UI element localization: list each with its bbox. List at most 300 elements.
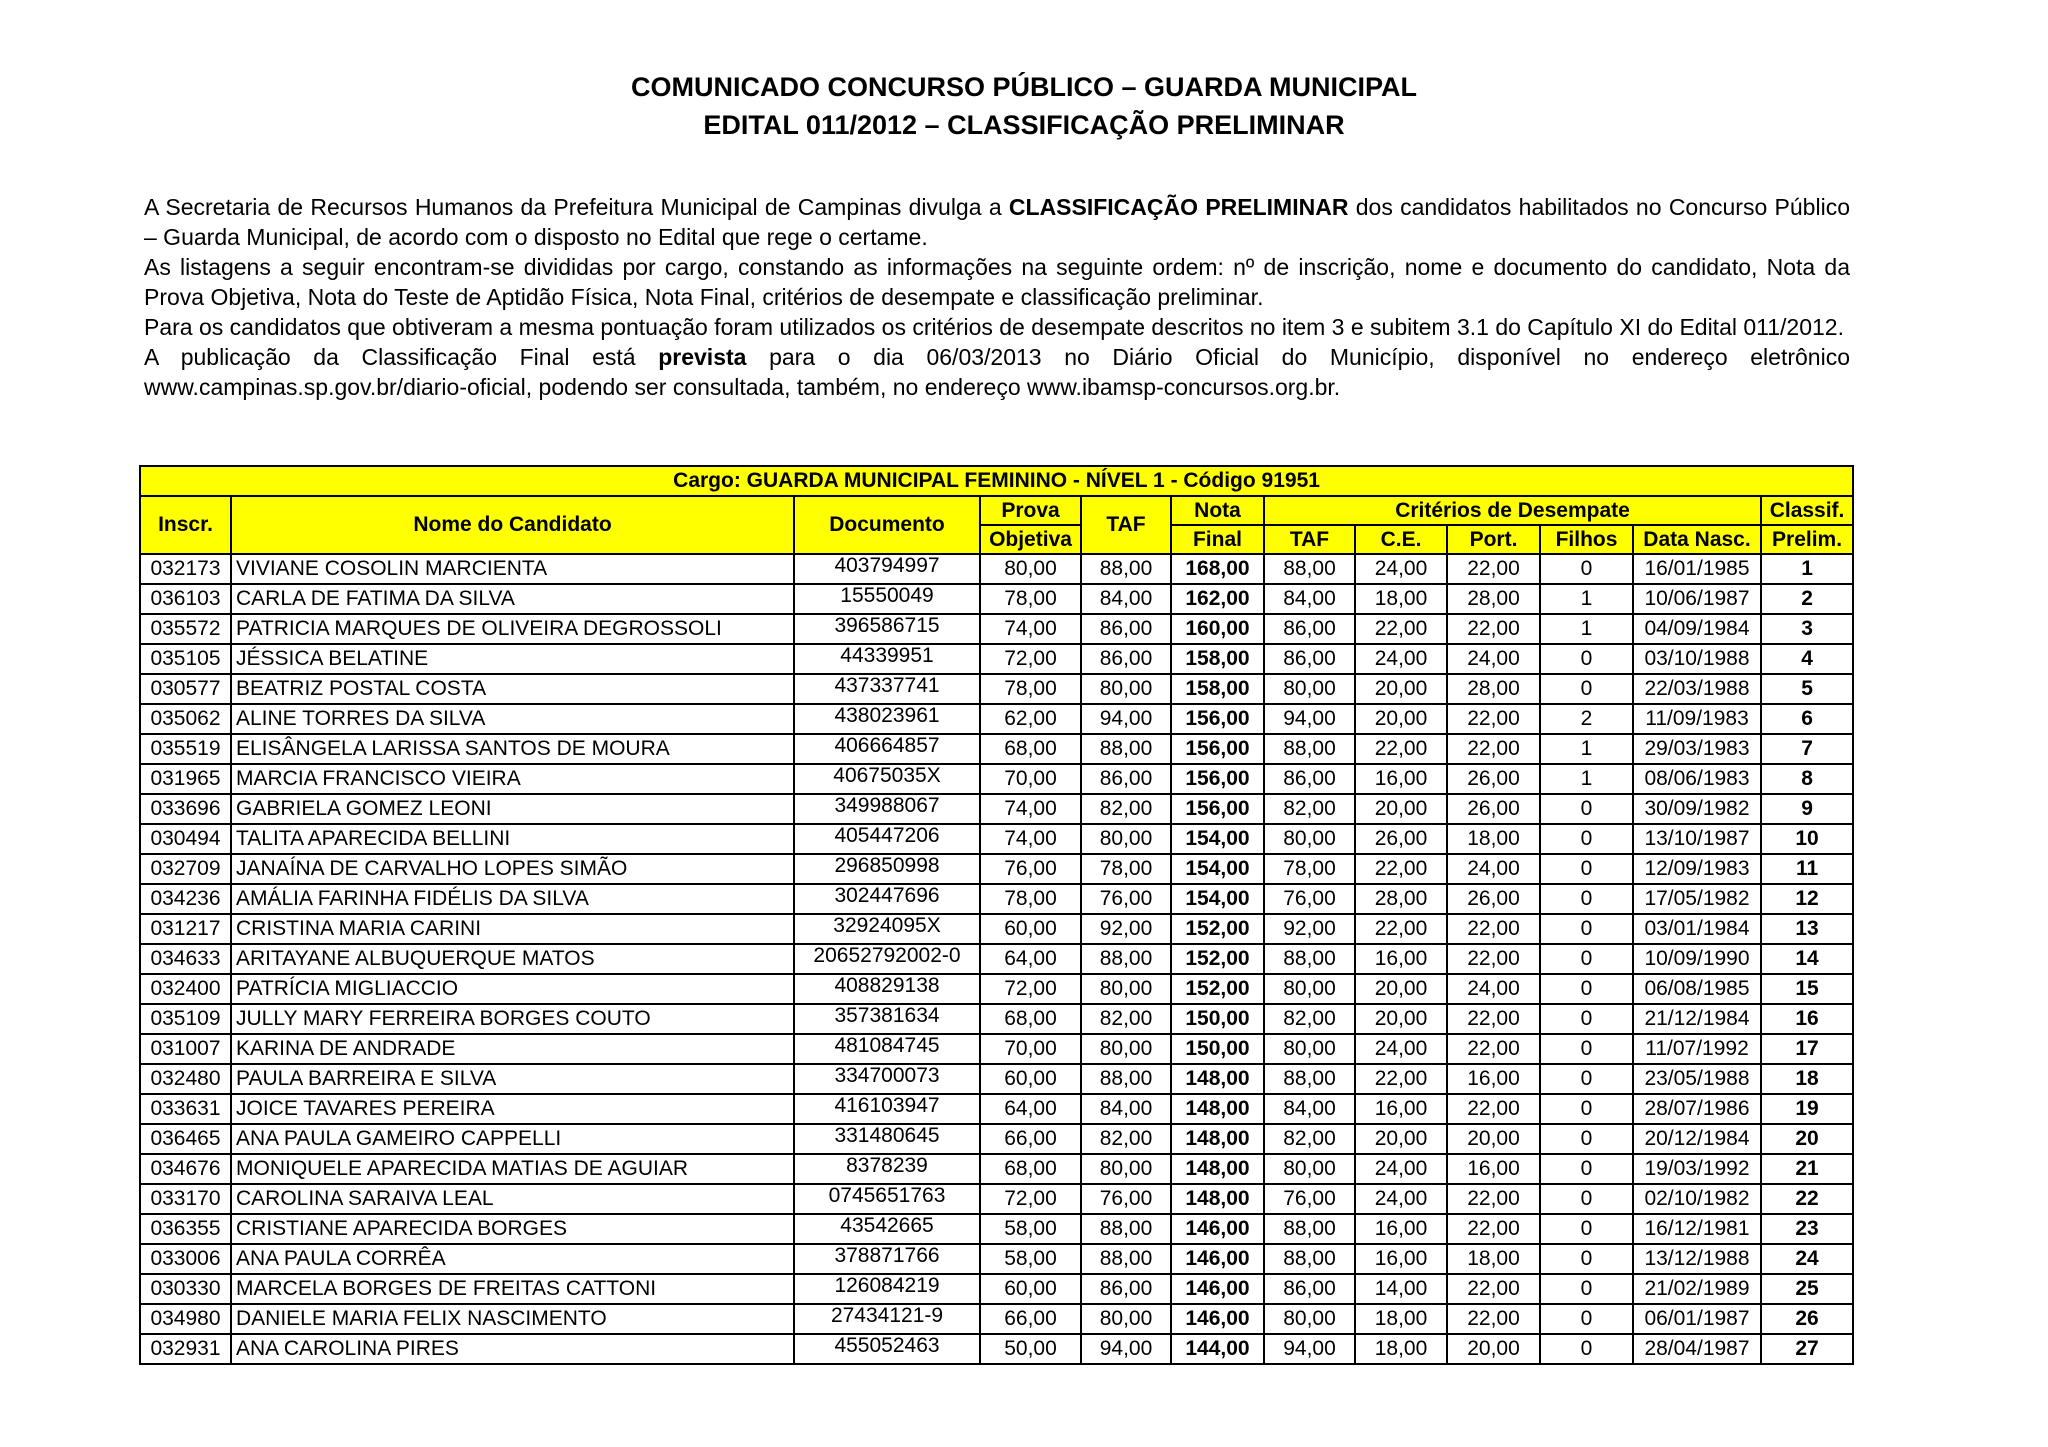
cell-classif: 22: [1761, 1184, 1853, 1214]
cell-taf: 92,00: [1081, 914, 1171, 944]
cell-classif: 7: [1761, 734, 1853, 764]
cell-prova-objetiva: 76,00: [980, 854, 1081, 884]
cell-inscr: 035105: [140, 644, 231, 674]
cell-documento: 406664857: [794, 734, 980, 764]
cell-nota-final: 146,00: [1171, 1214, 1264, 1244]
cell-crit-ce: 22,00: [1355, 614, 1447, 644]
cell-nota-final: 146,00: [1171, 1244, 1264, 1274]
cell-crit-taf: 82,00: [1264, 794, 1355, 824]
cell-inscr: 030330: [140, 1274, 231, 1304]
col-header-crit-filhos: Filhos: [1540, 525, 1633, 554]
cell-classif: 24: [1761, 1244, 1853, 1274]
table-row: [140, 824, 1853, 854]
cell-crit-port: 28,00: [1447, 584, 1540, 614]
intro-paragraph-3: Para os candidatos que obtiveram a mesma pontuação foram utilizados os critérios de desempate descritos no item 3 e subitem 3.1 do Capítulo XI do Edital 011/2012.: [144, 314, 1844, 340]
cell-crit-taf: 82,00: [1264, 1124, 1355, 1154]
cell-taf: 80,00: [1081, 824, 1171, 854]
cell-crit-filhos: 2: [1540, 704, 1633, 734]
cell-prova-objetiva: 60,00: [980, 1064, 1081, 1094]
cell-inscr: 036103: [140, 584, 231, 614]
cell-nota-final: 146,00: [1171, 1304, 1264, 1334]
cell-crit-data-nasc: 21/02/1989: [1633, 1274, 1761, 1304]
intro-p4-bold: prevista: [658, 344, 747, 370]
cell-nome: PATRICIA MARQUES DE OLIVEIRA DEGROSSOLI: [231, 614, 794, 644]
cell-nota-final: 156,00: [1171, 734, 1264, 764]
col-header-taf: TAF: [1081, 496, 1171, 554]
cell-crit-filhos: 1: [1540, 614, 1633, 644]
cell-taf: 76,00: [1081, 884, 1171, 914]
cell-nota-final: 148,00: [1171, 1094, 1264, 1124]
cell-documento: 296850998: [794, 854, 980, 884]
table-row: [140, 1334, 1853, 1364]
cell-classif: 5: [1761, 674, 1853, 704]
cell-crit-filhos: 0: [1540, 1124, 1633, 1154]
cell-nome: MARCIA FRANCISCO VIEIRA: [231, 764, 794, 794]
cell-documento: 334700073: [794, 1064, 980, 1094]
cell-nome: PAULA BARREIRA E SILVA: [231, 1064, 794, 1094]
cell-inscr: 034676: [140, 1154, 231, 1184]
cell-nome: JULLY MARY FERREIRA BORGES COUTO: [231, 1004, 794, 1034]
cell-prova-objetiva: 66,00: [980, 1124, 1081, 1154]
cell-crit-taf: 82,00: [1264, 1004, 1355, 1034]
cell-nome: PATRÍCIA MIGLIACCIO: [231, 974, 794, 1004]
cell-crit-data-nasc: 03/10/1988: [1633, 644, 1761, 674]
cell-prova-objetiva: 74,00: [980, 794, 1081, 824]
cell-crit-filhos: 0: [1540, 1064, 1633, 1094]
cell-crit-data-nasc: 04/09/1984: [1633, 614, 1761, 644]
cell-taf: 82,00: [1081, 1124, 1171, 1154]
table-row: [140, 794, 1853, 824]
col-header-classif-1: Classif.: [1761, 496, 1853, 525]
cell-crit-ce: 18,00: [1355, 584, 1447, 614]
cell-documento: 396586715: [794, 614, 980, 644]
cell-documento: 44339951: [794, 644, 980, 674]
col-header-crit-ce: C.E.: [1355, 525, 1447, 554]
cell-prova-objetiva: 64,00: [980, 944, 1081, 974]
cell-crit-ce: 22,00: [1355, 1064, 1447, 1094]
cell-crit-data-nasc: 13/10/1987: [1633, 824, 1761, 854]
cell-crit-port: 22,00: [1447, 944, 1540, 974]
col-header-prova-1: Prova: [980, 496, 1081, 525]
cell-crit-filhos: 0: [1540, 1274, 1633, 1304]
cell-prova-objetiva: 50,00: [980, 1334, 1081, 1364]
cell-taf: 88,00: [1081, 1214, 1171, 1244]
cell-classif: 11: [1761, 854, 1853, 884]
cell-crit-ce: 16,00: [1355, 764, 1447, 794]
cell-nota-final: 154,00: [1171, 854, 1264, 884]
col-header-documento: Documento: [794, 496, 980, 554]
cell-nota-final: 168,00: [1171, 554, 1264, 584]
cell-nome: ANA PAULA GAMEIRO CAPPELLI: [231, 1124, 794, 1154]
cell-taf: 82,00: [1081, 1004, 1171, 1034]
cell-nota-final: 154,00: [1171, 824, 1264, 854]
cell-documento: 481084745: [794, 1034, 980, 1064]
cell-crit-taf: 86,00: [1264, 764, 1355, 794]
cell-crit-ce: 20,00: [1355, 974, 1447, 1004]
cell-nota-final: 152,00: [1171, 944, 1264, 974]
cell-inscr: 030494: [140, 824, 231, 854]
cell-documento: 455052463: [794, 1334, 980, 1364]
cell-crit-taf: 84,00: [1264, 1094, 1355, 1124]
table-row: [140, 614, 1853, 644]
cell-crit-port: 18,00: [1447, 1244, 1540, 1274]
cell-crit-port: 26,00: [1447, 884, 1540, 914]
cell-classif: 21: [1761, 1154, 1853, 1184]
cell-prova-objetiva: 78,00: [980, 584, 1081, 614]
cell-crit-ce: 16,00: [1355, 1244, 1447, 1274]
cell-crit-filhos: 0: [1540, 1094, 1633, 1124]
cell-crit-data-nasc: 23/05/1988: [1633, 1064, 1761, 1094]
cell-crit-data-nasc: 06/08/1985: [1633, 974, 1761, 1004]
cell-nome: CAROLINA SARAIVA LEAL: [231, 1184, 794, 1214]
cell-crit-data-nasc: 08/06/1983: [1633, 764, 1761, 794]
cell-crit-port: 22,00: [1447, 734, 1540, 764]
table-row: [140, 854, 1853, 884]
cell-documento: 403794997: [794, 554, 980, 584]
cell-taf: 80,00: [1081, 674, 1171, 704]
cell-crit-data-nasc: 28/04/1987: [1633, 1334, 1761, 1364]
intro-paragraph-2: As listagens a seguir encontram-se divididas por cargo, constando as informações na seguinte ordem: nº de inscrição, nome e documento do candidato, Nota da Prova Objetiva, Nota do Teste de Aptidão Física, Nota Final, critérios de desempate e classificação preliminar.: [144, 254, 1850, 310]
cell-prova-objetiva: 78,00: [980, 674, 1081, 704]
table-row: [140, 974, 1853, 1004]
cell-inscr: 032480: [140, 1064, 231, 1094]
cell-crit-ce: 22,00: [1355, 734, 1447, 764]
cell-nota-final: 152,00: [1171, 974, 1264, 1004]
cell-documento: 331480645: [794, 1124, 980, 1154]
cell-nota-final: 148,00: [1171, 1064, 1264, 1094]
cell-crit-taf: 80,00: [1264, 1154, 1355, 1184]
cell-taf: 84,00: [1081, 1094, 1171, 1124]
cell-classif: 26: [1761, 1304, 1853, 1334]
cell-classif: 4: [1761, 644, 1853, 674]
cell-prova-objetiva: 62,00: [980, 704, 1081, 734]
cell-documento: 0745651763: [794, 1184, 980, 1214]
cell-nome: ELISÂNGELA LARISSA SANTOS DE MOURA: [231, 734, 794, 764]
cell-inscr: 035109: [140, 1004, 231, 1034]
cell-crit-filhos: 1: [1540, 584, 1633, 614]
cell-crit-ce: 20,00: [1355, 674, 1447, 704]
cell-crit-data-nasc: 13/12/1988: [1633, 1244, 1761, 1274]
table-row: [140, 1244, 1853, 1274]
cell-taf: 78,00: [1081, 854, 1171, 884]
cell-nome: JANAÍNA DE CARVALHO LOPES SIMÃO: [231, 854, 794, 884]
cell-classif: 3: [1761, 614, 1853, 644]
cell-nome: ARITAYANE ALBUQUERQUE MATOS: [231, 944, 794, 974]
table-row: [140, 1274, 1853, 1304]
cell-crit-taf: 88,00: [1264, 944, 1355, 974]
cell-nome: CRISTINA MARIA CARINI: [231, 914, 794, 944]
cell-nome: GABRIELA GOMEZ LEONI: [231, 794, 794, 824]
cell-crit-data-nasc: 29/03/1983: [1633, 734, 1761, 764]
cell-crit-taf: 88,00: [1264, 734, 1355, 764]
cell-crit-filhos: 0: [1540, 1184, 1633, 1214]
cell-classif: 14: [1761, 944, 1853, 974]
cell-prova-objetiva: 60,00: [980, 1274, 1081, 1304]
cell-crit-ce: 24,00: [1355, 554, 1447, 584]
cell-documento: 27434121-9: [794, 1304, 980, 1334]
cell-prova-objetiva: 68,00: [980, 1154, 1081, 1184]
cell-crit-data-nasc: 16/12/1981: [1633, 1214, 1761, 1244]
cell-crit-filhos: 0: [1540, 854, 1633, 884]
cell-crit-filhos: 0: [1540, 974, 1633, 1004]
cell-crit-ce: 24,00: [1355, 1034, 1447, 1064]
table-row: [140, 1094, 1853, 1124]
cell-taf: 94,00: [1081, 704, 1171, 734]
cell-crit-data-nasc: 21/12/1984: [1633, 1004, 1761, 1034]
cell-documento: 32924095X: [794, 914, 980, 944]
cell-nome: ANA PAULA CORRÊA: [231, 1244, 794, 1274]
cell-crit-taf: 86,00: [1264, 614, 1355, 644]
cell-crit-filhos: 0: [1540, 1004, 1633, 1034]
cell-taf: 86,00: [1081, 1274, 1171, 1304]
cell-nota-final: 150,00: [1171, 1004, 1264, 1034]
title-line-2: EDITAL 011/2012 – CLASSIFICAÇÃO PRELIMINAR: [703, 110, 1345, 140]
cell-classif: 12: [1761, 884, 1853, 914]
intro-p1-bold: CLASSIFICAÇÃO PRELIMINAR: [1008, 194, 1349, 220]
cell-nota-final: 148,00: [1171, 1124, 1264, 1154]
cell-crit-port: 18,00: [1447, 824, 1540, 854]
col-header-classif-2: Prelim.: [1761, 525, 1853, 554]
cell-crit-port: 26,00: [1447, 764, 1540, 794]
cell-crit-port: 26,00: [1447, 794, 1540, 824]
cell-nome: CARLA DE FATIMA DA SILVA: [231, 584, 794, 614]
cell-documento: 8378239: [794, 1154, 980, 1184]
intro-paragraph-4: [144, 342, 1850, 402]
cell-inscr: 034236: [140, 884, 231, 914]
cell-nome: MONIQUELE APARECIDA MATIAS DE AGUIAR: [231, 1154, 794, 1184]
cell-crit-filhos: 0: [1540, 644, 1633, 674]
cell-crit-ce: 20,00: [1355, 1124, 1447, 1154]
cell-inscr: 034633: [140, 944, 231, 974]
table-row: [140, 554, 1853, 584]
table-row: [140, 1214, 1853, 1244]
cell-crit-port: 22,00: [1447, 1004, 1540, 1034]
cell-inscr: 030577: [140, 674, 231, 704]
cell-classif: 8: [1761, 764, 1853, 794]
table-row: [140, 764, 1853, 794]
cell-prova-objetiva: 64,00: [980, 1094, 1081, 1124]
cell-taf: 94,00: [1081, 1334, 1171, 1364]
cell-classif: 19: [1761, 1094, 1853, 1124]
cell-prova-objetiva: 68,00: [980, 1004, 1081, 1034]
cell-inscr: 036355: [140, 1214, 231, 1244]
cell-crit-filhos: 0: [1540, 824, 1633, 854]
cell-prova-objetiva: 74,00: [980, 824, 1081, 854]
cell-taf: 86,00: [1081, 614, 1171, 644]
cell-crit-ce: 26,00: [1355, 824, 1447, 854]
cell-taf: 82,00: [1081, 794, 1171, 824]
cell-crit-data-nasc: 16/01/1985: [1633, 554, 1761, 584]
cell-crit-taf: 88,00: [1264, 1214, 1355, 1244]
cell-crit-ce: 24,00: [1355, 644, 1447, 674]
cell-prova-objetiva: 60,00: [980, 914, 1081, 944]
cell-inscr: 031965: [140, 764, 231, 794]
cell-nome: JÉSSICA BELATINE: [231, 644, 794, 674]
cell-documento: 438023961: [794, 704, 980, 734]
cell-crit-filhos: 0: [1540, 554, 1633, 584]
cell-inscr: 036465: [140, 1124, 231, 1154]
cell-prova-objetiva: 70,00: [980, 764, 1081, 794]
cell-crit-filhos: 1: [1540, 734, 1633, 764]
cell-crit-ce: 22,00: [1355, 914, 1447, 944]
cell-taf: 80,00: [1081, 1154, 1171, 1184]
cell-taf: 86,00: [1081, 764, 1171, 794]
cell-crit-taf: 94,00: [1264, 1334, 1355, 1364]
cell-crit-port: 22,00: [1447, 1304, 1540, 1334]
cell-inscr: 032709: [140, 854, 231, 884]
cell-nome: AMÁLIA FARINHA FIDÉLIS DA SILVA: [231, 884, 794, 914]
cell-prova-objetiva: 58,00: [980, 1214, 1081, 1244]
cell-crit-taf: 80,00: [1264, 824, 1355, 854]
cell-nome: VIVIANE COSOLIN MARCIENTA: [231, 554, 794, 584]
cell-prova-objetiva: 72,00: [980, 974, 1081, 1004]
cell-crit-taf: 86,00: [1264, 644, 1355, 674]
cell-taf: 88,00: [1081, 1064, 1171, 1094]
cell-documento: 43542665: [794, 1214, 980, 1244]
classification-table: [139, 465, 1854, 1365]
cell-nome: ALINE TORRES DA SILVA: [231, 704, 794, 734]
cell-crit-data-nasc: 11/07/1992: [1633, 1034, 1761, 1064]
cell-taf: 88,00: [1081, 1244, 1171, 1274]
table-row: [140, 1034, 1853, 1064]
cell-documento: 302447696: [794, 884, 980, 914]
cell-nome: JOICE TAVARES PEREIRA: [231, 1094, 794, 1124]
cell-inscr: 033696: [140, 794, 231, 824]
table-row: [140, 914, 1853, 944]
table-row: [140, 884, 1853, 914]
cell-nota-final: 158,00: [1171, 674, 1264, 704]
cell-inscr: 031217: [140, 914, 231, 944]
cell-taf: 88,00: [1081, 554, 1171, 584]
cell-inscr: 035519: [140, 734, 231, 764]
cell-nome: KARINA DE ANDRADE: [231, 1034, 794, 1064]
cell-inscr: 032400: [140, 974, 231, 1004]
cell-prova-objetiva: 74,00: [980, 614, 1081, 644]
cell-nota-final: 148,00: [1171, 1184, 1264, 1214]
cell-classif: 1: [1761, 554, 1853, 584]
cell-inscr: 033006: [140, 1244, 231, 1274]
cell-nota-final: 158,00: [1171, 644, 1264, 674]
cell-crit-filhos: 0: [1540, 1334, 1633, 1364]
intro-paragraph-1: [144, 192, 1850, 252]
cell-crit-taf: 78,00: [1264, 854, 1355, 884]
cell-crit-taf: 80,00: [1264, 1034, 1355, 1064]
cell-crit-taf: 76,00: [1264, 884, 1355, 914]
cell-inscr: 033170: [140, 1184, 231, 1214]
cell-crit-data-nasc: 10/06/1987: [1633, 584, 1761, 614]
cell-taf: 80,00: [1081, 1034, 1171, 1064]
cell-nome: TALITA APARECIDA BELLINI: [231, 824, 794, 854]
cell-classif: 13: [1761, 914, 1853, 944]
cell-classif: 25: [1761, 1274, 1853, 1304]
cell-documento: 126084219: [794, 1274, 980, 1304]
cell-taf: 86,00: [1081, 644, 1171, 674]
cell-prova-objetiva: 58,00: [980, 1244, 1081, 1274]
cell-crit-data-nasc: 11/09/1983: [1633, 704, 1761, 734]
table-row: [140, 704, 1853, 734]
cell-crit-data-nasc: 17/05/1982: [1633, 884, 1761, 914]
table-row: [140, 584, 1853, 614]
cell-crit-ce: 20,00: [1355, 794, 1447, 824]
cell-crit-ce: 24,00: [1355, 1154, 1447, 1184]
table-row: [140, 1154, 1853, 1184]
cell-crit-port: 24,00: [1447, 854, 1540, 884]
cell-nota-final: 160,00: [1171, 614, 1264, 644]
cell-crit-data-nasc: 10/09/1990: [1633, 944, 1761, 974]
cell-crit-filhos: 0: [1540, 1154, 1633, 1184]
cell-crit-ce: 16,00: [1355, 944, 1447, 974]
cell-crit-filhos: 0: [1540, 1214, 1633, 1244]
cell-documento: 416103947: [794, 1094, 980, 1124]
cell-inscr: 035062: [140, 704, 231, 734]
cell-taf: 88,00: [1081, 734, 1171, 764]
cell-nome: BEATRIZ POSTAL COSTA: [231, 674, 794, 704]
cell-crit-data-nasc: 20/12/1984: [1633, 1124, 1761, 1154]
cell-crit-data-nasc: 06/01/1987: [1633, 1304, 1761, 1334]
cell-crit-taf: 88,00: [1264, 1244, 1355, 1274]
cell-documento: 405447206: [794, 824, 980, 854]
cell-classif: 23: [1761, 1214, 1853, 1244]
cell-nome: ANA CAROLINA PIRES: [231, 1334, 794, 1364]
cell-prova-objetiva: 80,00: [980, 554, 1081, 584]
cell-classif: 16: [1761, 1004, 1853, 1034]
col-header-inscr: Inscr.: [140, 496, 231, 554]
cell-crit-port: 22,00: [1447, 704, 1540, 734]
cell-nota-final: 154,00: [1171, 884, 1264, 914]
cell-prova-objetiva: 70,00: [980, 1034, 1081, 1064]
cell-prova-objetiva: 72,00: [980, 644, 1081, 674]
cell-crit-taf: 92,00: [1264, 914, 1355, 944]
cell-crit-port: 24,00: [1447, 974, 1540, 1004]
cell-crit-port: 20,00: [1447, 1124, 1540, 1154]
cell-classif: 17: [1761, 1034, 1853, 1064]
col-header-crit-port: Port.: [1447, 525, 1540, 554]
cell-taf: 76,00: [1081, 1184, 1171, 1214]
intro-p4-text: A publicação da Classificação Final está: [144, 344, 659, 370]
cell-classif: 18: [1761, 1064, 1853, 1094]
table-row: [140, 1304, 1853, 1334]
cell-documento: 357381634: [794, 1004, 980, 1034]
cell-crit-taf: 80,00: [1264, 1304, 1355, 1334]
cell-nota-final: 156,00: [1171, 704, 1264, 734]
cell-crit-data-nasc: 19/03/1992: [1633, 1154, 1761, 1184]
cell-inscr: 032931: [140, 1334, 231, 1364]
cell-crit-filhos: 0: [1540, 1244, 1633, 1274]
col-header-crit-taf: TAF: [1264, 525, 1355, 554]
cell-crit-filhos: 0: [1540, 1034, 1633, 1064]
cell-crit-filhos: 0: [1540, 944, 1633, 974]
col-header-criterios: Critérios de Desempate: [1264, 496, 1761, 525]
cell-crit-ce: 24,00: [1355, 1184, 1447, 1214]
cell-classif: 27: [1761, 1334, 1853, 1364]
cell-crit-taf: 80,00: [1264, 974, 1355, 1004]
cell-documento: 20652792002-0: [794, 944, 980, 974]
cell-nome: CRISTIANE APARECIDA BORGES: [231, 1214, 794, 1244]
cell-taf: 80,00: [1081, 1304, 1171, 1334]
col-header-nota-1: Nota: [1171, 496, 1264, 525]
table-row: [140, 734, 1853, 764]
cell-nota-final: 144,00: [1171, 1334, 1264, 1364]
intro-p1-text-end: dos candidatos habilitados no Concurso Público – Guarda Municipal, de acordo com o disposto no Edital que rege o certame.: [144, 194, 1850, 250]
cell-crit-data-nasc: 02/10/1982: [1633, 1184, 1761, 1214]
col-header-nome: Nome do Candidato: [231, 496, 794, 554]
cell-crit-port: 22,00: [1447, 1094, 1540, 1124]
cell-crit-port: 22,00: [1447, 1184, 1540, 1214]
cell-prova-objetiva: 78,00: [980, 884, 1081, 914]
cell-crit-port: 24,00: [1447, 644, 1540, 674]
cell-crit-taf: 88,00: [1264, 1064, 1355, 1094]
cell-crit-taf: 76,00: [1264, 1184, 1355, 1214]
